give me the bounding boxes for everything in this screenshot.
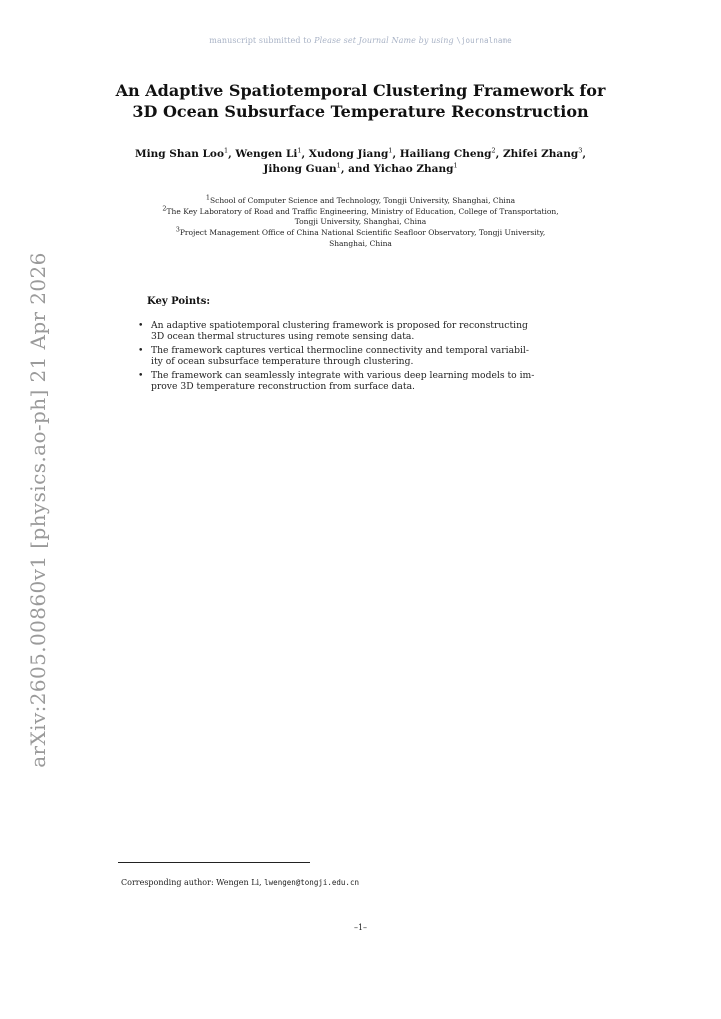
author-affil-mark: 1 <box>223 146 229 155</box>
journalname-command: \journalname <box>456 36 512 45</box>
affiliation-text: School of Computer Science and Technology, Tongji University, Shanghai, China <box>210 196 516 205</box>
footnote-divider <box>118 862 310 863</box>
author-separator: , <box>495 148 503 160</box>
author-affil-mark: 1 <box>297 146 302 155</box>
corresponding-author-footnote <box>121 878 359 887</box>
affiliation-2-cont: Tongji University, Shanghai, China <box>294 217 427 227</box>
journal-placeholder: Please set Journal Name by using <box>314 36 457 45</box>
affiliation-text: The Key Laboratory of Road and Traffic Engineering, Ministry of Education, College of Transportation, <box>166 206 559 216</box>
author-affil-mark: 1 <box>453 161 458 170</box>
key-point-line: ity of ocean subsurface temperature through clustering. <box>151 356 414 368</box>
author-affil-mark: 3 <box>578 146 583 155</box>
author-separator: , <box>228 148 236 160</box>
affiliation-mark: 3 <box>175 225 180 234</box>
key-points-list <box>138 320 588 394</box>
affiliation-3 <box>90 225 631 239</box>
author-separator: , and <box>340 163 374 175</box>
arxiv-identifier: arXiv:2605.00860v1 [physics.ao-ph] 21 Apr 2026 <box>26 252 50 768</box>
key-point <box>138 370 588 393</box>
key-points-heading: Key Points: <box>147 296 211 307</box>
running-header <box>0 36 721 45</box>
author: Jihong Guan <box>263 163 337 175</box>
key-point-line: • The framework can seamlessly integrate with various deep learning models to im- <box>151 369 535 381</box>
key-point-line: prove 3D temperature reconstruction from surface data. <box>151 381 415 393</box>
author-affil-mark: 1 <box>388 146 393 155</box>
key-point-line: • The framework captures vertical thermocline connectivity and temporal variabil- <box>151 344 529 356</box>
affiliation-2 <box>90 204 631 218</box>
author-affil-mark: 2 <box>491 146 496 155</box>
running-header-prefix: manuscript submitted to <box>209 36 315 45</box>
title-line-1: An Adaptive Spatiotemporal Clustering Framework for <box>115 81 606 100</box>
affiliations <box>90 193 631 250</box>
author: Hailiang Cheng <box>399 148 492 160</box>
author: Wengen Li <box>235 148 298 160</box>
affiliation-mark: 2 <box>162 204 167 213</box>
title-line-2: 3D Ocean Subsurface Temperature Reconstruction <box>132 102 589 121</box>
author-affil-mark: 1 <box>336 161 341 170</box>
author: Ming Shan Loo <box>135 148 224 160</box>
footnote-label: Corresponding author: Wengen Li, <box>121 878 265 887</box>
key-point-line: 3D ocean thermal structures using remote sensing data. <box>151 331 415 343</box>
author-separator: , <box>582 148 586 160</box>
author-list <box>110 147 611 177</box>
author-separator: , <box>301 148 309 160</box>
corresponding-email: lwengen@tongji.edu.cn <box>264 878 359 887</box>
author: Yichao Zhang <box>373 163 454 175</box>
key-point <box>138 345 588 368</box>
paper-title <box>0 80 721 122</box>
affiliation-text: Project Management Office of China National Scientific Seafloor Observatory, Tongji University, <box>179 228 546 238</box>
key-point <box>138 320 588 343</box>
page-number: –1– <box>353 923 368 932</box>
affiliation-mark: 1 <box>205 193 210 202</box>
author: Zhifei Zhang <box>502 148 579 160</box>
author: Xudong Jiang <box>308 148 389 160</box>
affiliation-3-cont: Shanghai, China <box>329 238 392 248</box>
key-point-line: • An adaptive spatiotemporal clustering framework is proposed for reconstructing <box>151 320 528 331</box>
affiliation-1 <box>90 193 631 207</box>
author-separator: , <box>392 148 400 160</box>
